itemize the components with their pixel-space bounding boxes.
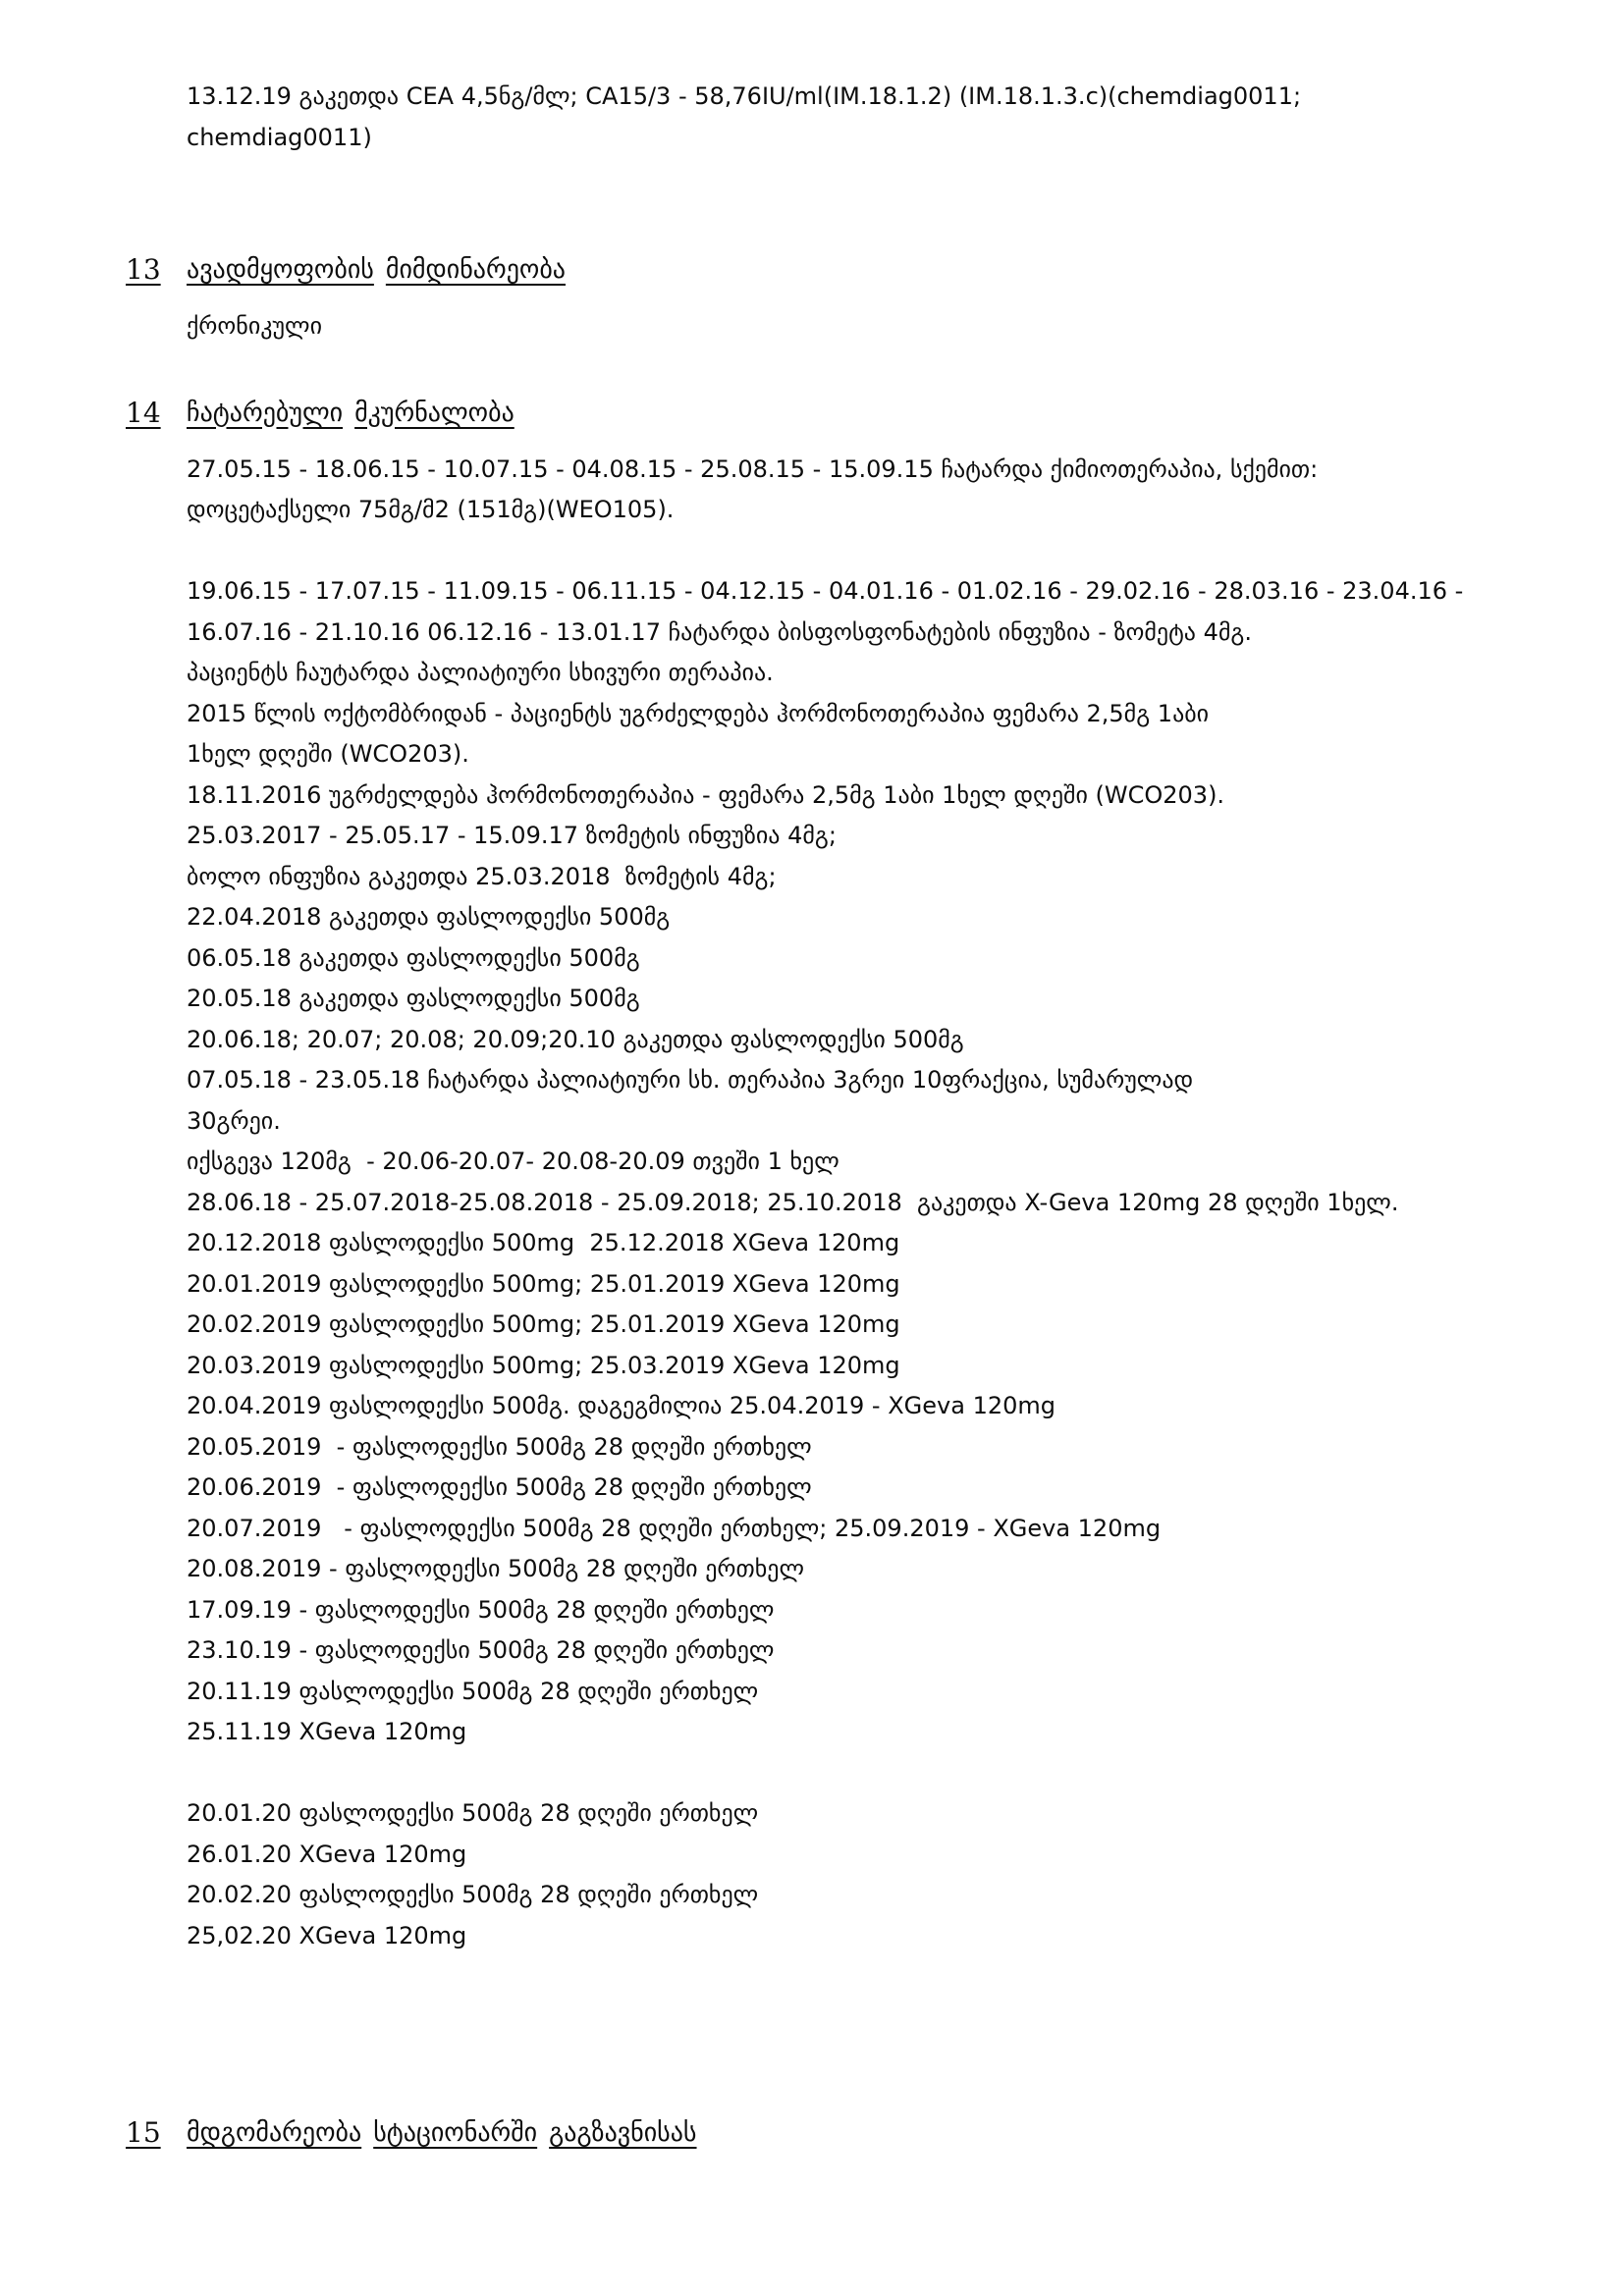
treatment-line: 20.02.20 ფასლოდექსი 500მგ 28 დღეში ერთხელ: [187, 1881, 759, 1908]
section-number: 14: [126, 396, 161, 429]
treatment-line: 1ხელ დღეში (WCO203).: [187, 740, 469, 768]
treatment-line: 20.06.2019 - ფასლოდექსი 500მგ 28 დღეში ერთხელ: [187, 1473, 812, 1501]
intro-line: chemdiag0011): [187, 123, 372, 151]
section-title-word: მდგომარეობა: [187, 2118, 362, 2148]
treatment-line: 20.06.18; 20.07; 20.08; 20.09;20.10 გაკეთდა ფასლოდექსი 500მგ: [187, 1025, 964, 1053]
treatment-line: 2015 წლის ოქტომბრიდან - პაციენტს უგრძელდება ჰორმონოთერაპია ფემარა 2,5მგ 1აბი: [187, 699, 1210, 727]
section-number: 15: [126, 2116, 161, 2149]
treatment-line: 20.07.2019 - ფასლოდექსი 500მგ 28 დღეში ერთხელ; 25.09.2019 - XGeva 120mg: [187, 1514, 1162, 1542]
treatment-line: 25,02.20 XGeva 120mg: [187, 1921, 467, 1949]
treatment-line: 25.03.2017 - 25.05.17 - 15.09.17 ზომეტის ინფუზია 4მგ;: [187, 822, 837, 849]
intro-paragraph: [187, 77, 1545, 158]
intro-line: 13.12.19 გაკეთდა CEA 4,5ნგ/მლ; CA15/3 - 58,76IU/ml(IM.18.1.2) (IM.18.1.3.c)(chemdiag0011;: [187, 82, 1302, 110]
section-14-heading: [126, 392, 1545, 438]
treatment-line: 20.04.2019 ფასლოდექსი 500მგ. დაგეგმილია 25.04.2019 - XGeva 120mg: [187, 1392, 1056, 1419]
treatment-line: 06.05.18 გაკეთდა ფასლოდექსი 500მგ: [187, 943, 640, 972]
blank-line: [187, 1753, 1545, 1794]
treatment-line: 17.09.19 - ფასლოდექსი 500მგ 28 დღეში ერთხელ: [187, 1595, 775, 1624]
blank-line: [187, 531, 1545, 572]
section-15: [126, 2111, 1545, 2158]
section-title: [187, 2118, 709, 2148]
treatment-line: 28.06.18 - 25.07.2018-25.08.2018 - 25.09.2018; 25.10.2018 გაკეთდა X-Geva 120mg 28 დღეში 1ხელ.: [187, 1188, 1399, 1216]
treatment-line: 07.05.18 - 23.05.18 ჩატარდა პალიატიური სხ. თერაპია 3გრეი 10ფრაქცია, სუმარულად: [187, 1066, 1194, 1094]
section-title-word: გაგზავნისას: [549, 2118, 697, 2148]
treatment-line: 20.02.2019 ფასლოდექსი 500mg; 25.01.2019 XGeva 120mg: [187, 1310, 900, 1338]
section-14: [126, 392, 1545, 1957]
treatment-line: 20.12.2018 ფასლოდექსი 500mg 25.12.2018 XGeva 120mg: [187, 1229, 900, 1256]
treatment-line: 20.03.2019 ფასლოდექსი 500mg; 25.03.2019 XGeva 120mg: [187, 1351, 900, 1379]
section-13-body: [187, 306, 1545, 347]
treatment-line: 18.11.2016 უგრძელდება ჰორმონოთერაპია - ფემარა 2,5მგ 1აბი 1ხელ დღეში (WCO203).: [187, 780, 1225, 809]
treatment-line: 30გრეი.: [187, 1106, 281, 1135]
treatment-line: 20.08.2019 - ფასლოდექსი 500მგ 28 დღეში ერთხელ: [187, 1555, 805, 1582]
treatment-line: 20.01.20 ფასლოდექსი 500მგ 28 დღეში ერთხელ: [187, 1799, 759, 1827]
treatment-line: 20.11.19 ფასლოდექსი 500მგ 28 დღეში ერთხელ: [187, 1677, 759, 1705]
treatment-line: ბოლო ინფუზია გაკეთდა 25.03.2018 ზომეტის 4მგ;: [187, 862, 777, 890]
text-line: ქრონიკული: [187, 312, 322, 340]
section-number: 13: [126, 253, 161, 286]
section-title-word: ჩატარებული: [187, 398, 344, 428]
section-15-heading: [126, 2111, 1545, 2158]
treatment-line: პაციენტს ჩაუტარდა პალიატიური სხივური თერაპია.: [187, 659, 774, 686]
treatment-line: 26.01.20 XGeva 120mg: [187, 1840, 467, 1868]
section-title-word: მკურნალობა: [354, 398, 514, 428]
section-title-word: მიმდინარეობა: [385, 255, 567, 285]
section-title-word: ავადმყოფობის: [187, 255, 374, 285]
treatment-line: 25.11.19 XGeva 120mg: [187, 1718, 467, 1745]
section-title: [187, 255, 577, 285]
section-13: [126, 248, 1545, 347]
treatment-line: 27.05.15 - 18.06.15 - 10.07.15 - 04.08.15 - 25.08.15 - 15.09.15 ჩატარდა ქიმიოთერაპია, სქემით:: [187, 454, 1319, 483]
treatment-line: 20.01.2019 ფასლოდექსი 500mg; 25.01.2019 XGeva 120mg: [187, 1269, 900, 1298]
section-title-word: სტაციონარში: [373, 2118, 538, 2148]
treatment-line: 20.05.2019 - ფასლოდექსი 500მგ 28 დღეში ერთხელ: [187, 1432, 812, 1461]
section-13-heading: [126, 248, 1545, 294]
treatment-line: იქსგევა 120მგ - 20.06-20.07- 20.08-20.09 თვეში 1 ხელ: [187, 1148, 839, 1175]
treatment-line: დოცეტაქსელი 75მგ/მ2 (151მგ)(WEO105).: [187, 496, 675, 523]
treatment-line: 20.05.18 გაკეთდა ფასლოდექსი 500მგ: [187, 985, 640, 1012]
treatment-line: 23.10.19 - ფასლოდექსი 500მგ 28 დღეში ერთხელ: [187, 1636, 775, 1664]
treatment-line: 19.06.15 - 17.07.15 - 11.09.15 - 06.11.15 - 04.12.15 - 04.01.16 - 01.02.16 - 29.02.16 - 28.03.16 - 23.04.16 -: [187, 577, 1464, 605]
section-title: [187, 399, 526, 428]
treatment-line: 16.07.16 - 21.10.16 06.12.16 - 13.01.17 ჩატარდა ბისფოსფონატების ინფუზია - ზომეტა 4მგ.: [187, 617, 1253, 646]
treatment-line: 22.04.2018 გაკეთდა ფასლოდექსი 500მგ: [187, 903, 671, 931]
section-14-body: [187, 450, 1545, 1957]
